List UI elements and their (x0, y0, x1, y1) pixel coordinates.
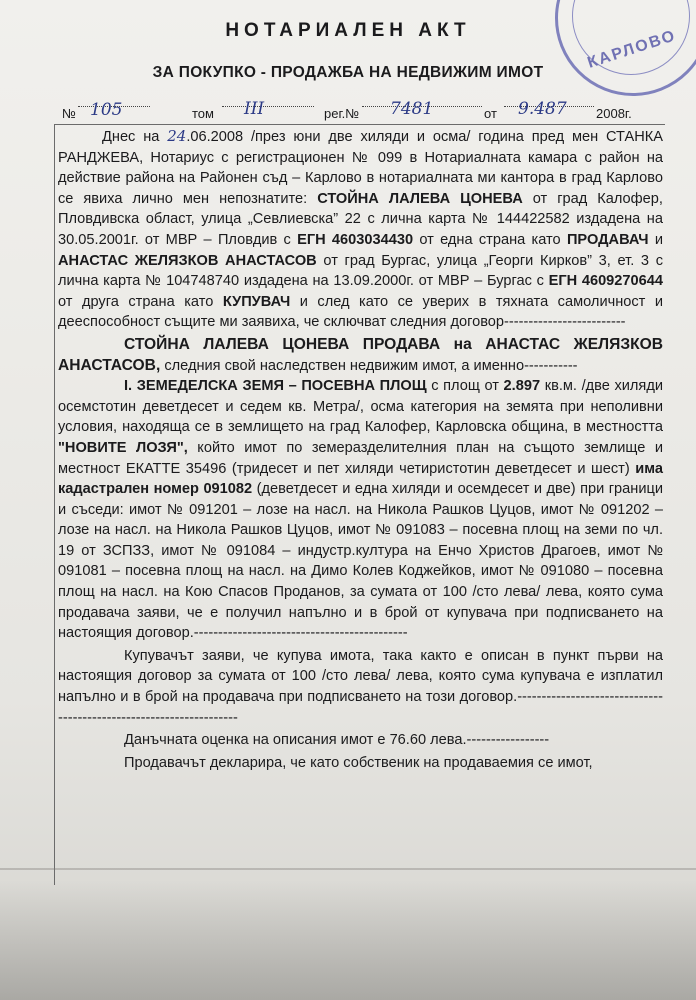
property-locality: "НОВИТЕ ЛОЗЯ", (58, 439, 188, 456)
p3-text-b: кв.м. /две хиляди осемстотин деветдесет и седем кв. Метра/, осма категория на земята при неполивни условия, находяща се в землището на град Калофер, Карловска община, в местността (58, 378, 663, 436)
seller-egn: ЕГН 4603034430 (297, 231, 414, 248)
no-label: № (62, 106, 76, 121)
paragraph-parties (58, 126, 663, 333)
p1-text-e: и (648, 231, 663, 248)
stamp-text: КАРЛОВО (585, 27, 679, 72)
p1-handwritten-date: 24 (167, 127, 187, 145)
bottom-shadow (0, 880, 696, 1000)
p3-text-a: с площ от (426, 378, 504, 395)
buyer-role: КУПУВАЧ (222, 293, 291, 310)
sale-statement-rest: следния свой наследствен недвижим имот, а именно----------- (160, 357, 578, 374)
paragraph-sale (58, 335, 663, 376)
paragraph-buyer-declaration: Купувачът заяви, че купува имота, така както е описан в пункт първи на настоящия договор за сумата от 100 /сто лева/ лева, която сума купувача е изплатил напълно и в брой на продавача при подписването на този договор.------------------------------------------------------------------- (58, 647, 663, 726)
tom-label: том (192, 106, 214, 121)
paragraph-seller-declaration: Продавачът декларира, че като собственик на продаваемия се имот, (124, 754, 593, 771)
p1-text-g: от друга страна като (58, 293, 223, 310)
document-title: НОТАРИАЛЕН АКТ (225, 20, 471, 41)
p1-text-c: от град Калофер, Пловдивска област, улица „Севлиевска” 22 с лична карта № 144422582 издадена на 30.05.2001г. от МВР – Пловдив с (58, 190, 663, 248)
cadastral-number: има кадастрален номер 091082 (58, 460, 663, 498)
registry-line (62, 99, 662, 124)
reg-value: 7481 (390, 99, 434, 119)
p1-text-b: .06.2008 /през юни две хиляди и осма/ година пред мен СТАНКА РАНДЖЕВА, Нотариус с регистрационен № 099 в Нотариалната камара с район на действие района на Районен съд – Карлово в нотариалната ми кантора в град Карлово се явиха лично мен непознатите: (58, 129, 663, 207)
paragraph-tax-assessment: Данъчната оценка на описания имот е 76.60 лева.----------------- (124, 732, 550, 749)
document-subtitle: ЗА ПОКУПКО - ПРОДАЖБА НА НЕДВИЖИМ ИМОТ (152, 64, 544, 81)
seller-name: СТОЙНА ЛАЛЕВА ЦОНЕВА (317, 190, 523, 207)
reg-label: рег.№ (324, 106, 360, 121)
buyer-egn: ЕГН 4609270644 (548, 273, 663, 290)
p1-text-d: от една страна като (413, 231, 567, 248)
no-value: 105 (90, 100, 123, 120)
year: 2008г. (596, 106, 632, 121)
property-heading: I. ЗЕМЕДЕЛСКА ЗЕМЯ – ПОСЕВНА ПЛОЩ (124, 378, 427, 395)
property-area: 2.897 (503, 378, 541, 395)
tom-underline (222, 106, 314, 107)
p3-text-c: който имот по земеразделителния план на същото землище и местност ЕКАТТЕ 35496 (тридесет и пет хиляди четиристотин деветдесет и шест) (58, 439, 664, 477)
paragraph-property (58, 376, 663, 644)
tom-value: III (244, 99, 265, 119)
sale-statement: СТОЙНА ЛАЛЕВА ЦОНЕВА ПРОДАВА на АНАСТАС ЖЕЛЯЗКОВ АНАСТАСОВ, (58, 335, 663, 374)
p3-text-d: (деветдесет и една хиляди и осемдесет и две) при граници и съседи: имот № 091201 – лозе на насл. на Никола Рашков Цуцов, имот № 091202 – лозе на насл. на Никола Рашков Цуцов, имот № 091083 – посевна площ на земи по чл. 19 от ЗСПЗЗ, имот № 091084 – индустр.култура на Енчо Христов Драгоев, имот № 091081 – посевна площ на насл. на Димо Колев Коджейков, имот № 091080 – посевна площ на насл. на Кою Спасов Проданов, за сумата от 100 /сто лева/ лева, която сума продавача заяви, че е получил напълно и в брой от купувача при подписването на настоящия договор.-------------------------------------------- (58, 481, 664, 642)
p1-text-a: Днес на (102, 129, 168, 145)
paper-fold (0, 868, 696, 870)
p1-text-h: и след като се уверих в тяхната самоличност и дееспособност същите ми заявиха, че сключват следния договор------------------------- (58, 293, 663, 331)
ot-value: 9.487 (518, 99, 567, 119)
document-body (58, 126, 663, 773)
buyer-name: АНАСТАС ЖЕЛЯЗКОВ АНАСТАСОВ (58, 252, 317, 269)
seller-role: ПРОДАВАЧ (566, 231, 649, 248)
p1-text-f: от град Бургас, улица „Георги Кирков” 3, ет. 3 с лична карта № 104748740 издадена на 13.09.2000г. от МВР – Бургас с (58, 252, 663, 290)
ot-label: от (484, 106, 497, 121)
